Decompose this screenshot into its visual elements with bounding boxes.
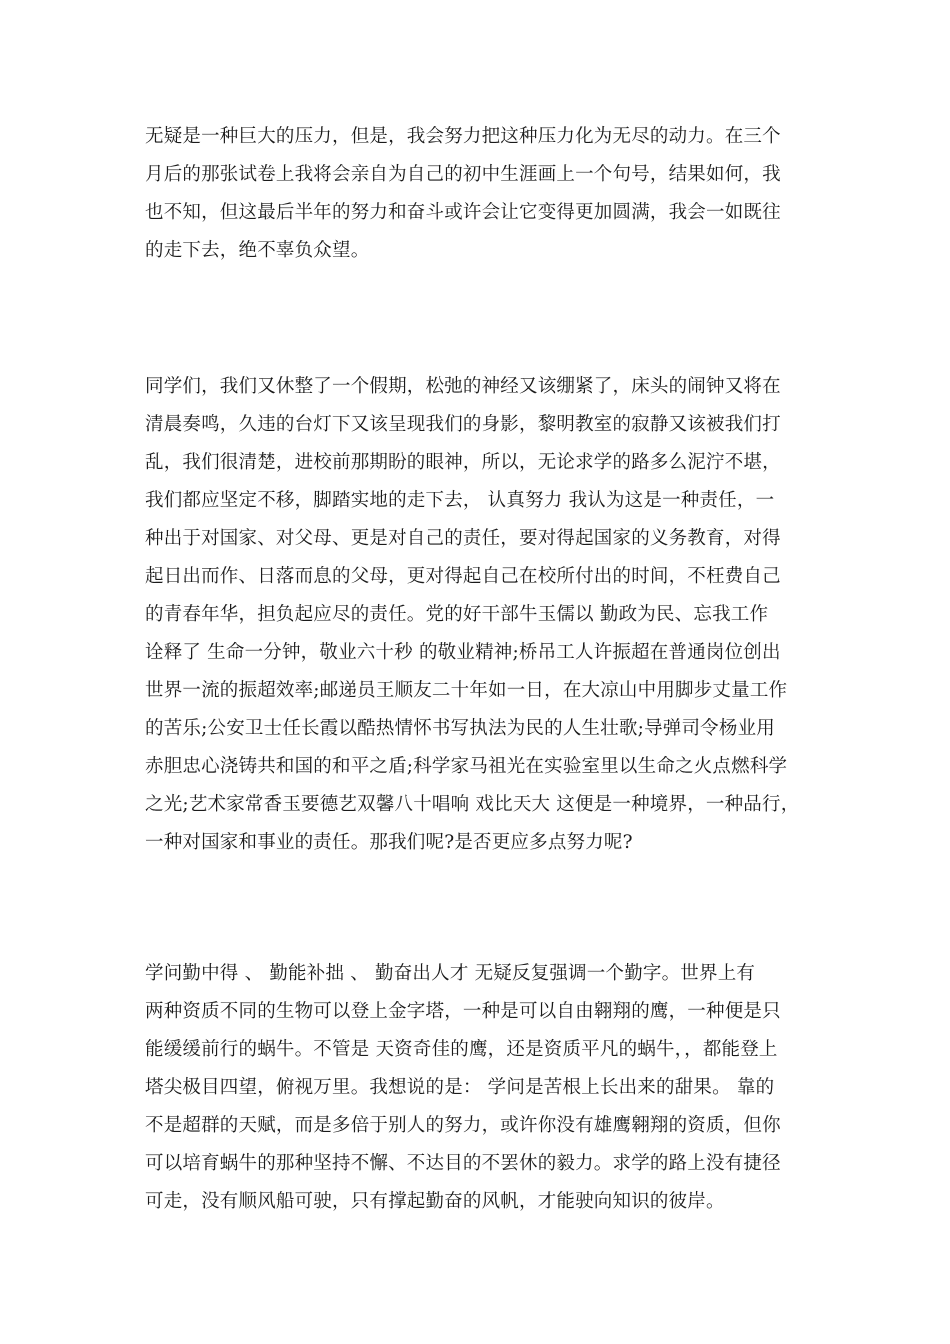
text-line: 诠释了 生命一分钟，敬业六十秒 的敬业精神;桥吊工人许振超在普通岗位创出 — [145, 642, 781, 663]
text-line: 一种对国家和事业的责任。那我们呢?是否更应多点努力呢? — [145, 832, 633, 853]
paragraph-1 — [145, 118, 825, 270]
text-line: 的苦乐;公安卫士任长霞以酷热情怀书写执法为民的人生壮歌;导弹司令杨业用 — [145, 718, 775, 739]
text-line: 之光;艺术家常香玉要德艺双馨八十唱响 戏比天大 这便是一种境界，一种品行， — [145, 794, 800, 815]
paragraph-3 — [145, 955, 825, 1221]
text-line: 的青春年华，担负起应尽的责任。党的好干部牛玉儒以 勤政为民、忘我工作 — [145, 604, 769, 625]
text-line: 的走下去，绝不辜负众望。 — [145, 240, 370, 261]
text-line: 起日出而作、日落而息的父母，更对得起自己在校所付出的时间，不枉费自己 — [145, 566, 781, 587]
text-line: 同学们，我们又休整了一个假期，松弛的神经又该绷紧了，床头的闹钟又将在 — [145, 376, 781, 397]
paragraph-2 — [145, 368, 825, 862]
text-line: 种出于对国家、对父母、更是对自己的责任，要对得起国家的义务教育，对得 — [145, 528, 781, 549]
text-line: 我们都应坚定不移，脚踏实地的走下去， 认真努力 我认为这是一种责任，一 — [145, 490, 775, 511]
text-line: 赤胆忠心浇铸共和国的和平之盾;科学家马祖光在实验室里以生命之火点燃科学 — [145, 756, 788, 777]
text-line: 也不知，但这最后半年的努力和奋斗或许会让它变得更加圆满，我会一如既往 — [145, 202, 781, 223]
text-line: 无疑是一种巨大的压力，但是，我会努力把这种压力化为无尽的动力。在三个 — [145, 126, 781, 147]
text-line: 可走，没有顺风船可驶，只有撑起勤奋的风帆，才能驶向知识的彼岸。 — [145, 1191, 725, 1212]
text-line: 乱，我们很清楚，进校前那期盼的眼神，所以，无论求学的路多么泥泞不堪， — [145, 452, 781, 473]
text-line: 不是超群的天赋，而是多倍于别人的努力，或许你没有雄鹰翱翔的资质，但你 — [145, 1115, 781, 1136]
text-line: 两种资质不同的生物可以登上金字塔，一种是可以自由翱翔的鹰，一种便是只 — [145, 1001, 781, 1022]
text-line: 可以培育蜗牛的那种坚持不懈、不达目的不罢休的毅力。求学的路上没有捷径 — [145, 1153, 781, 1174]
text-line: 学问勤中得 、 勤能补拙 、 勤奋出人才 无疑反复强调一个勤字。世界上有 — [145, 963, 756, 984]
text-line: 月后的那张试卷上我将会亲自为自己的初中生涯画上一个句号，结果如何，我 — [145, 164, 781, 185]
text-line: 世界一流的振超效率;邮递员王顺友二十年如一日，在大凉山中用脚步丈量工作 — [145, 680, 788, 701]
text-line: 塔尖极目四望，俯视万里。我想说的是： 学问是苦根上长出来的甜果。 靠的 — [145, 1077, 775, 1098]
text-line: 清晨奏鸣，久违的台灯下又该呈现我们的身影，黎明教室的寂静又该被我们打 — [145, 414, 781, 435]
text-line: 能缓缓前行的蜗牛。不管是 天资奇佳的鹰，还是资质平凡的蜗牛，，都能登上 — [145, 1039, 778, 1060]
